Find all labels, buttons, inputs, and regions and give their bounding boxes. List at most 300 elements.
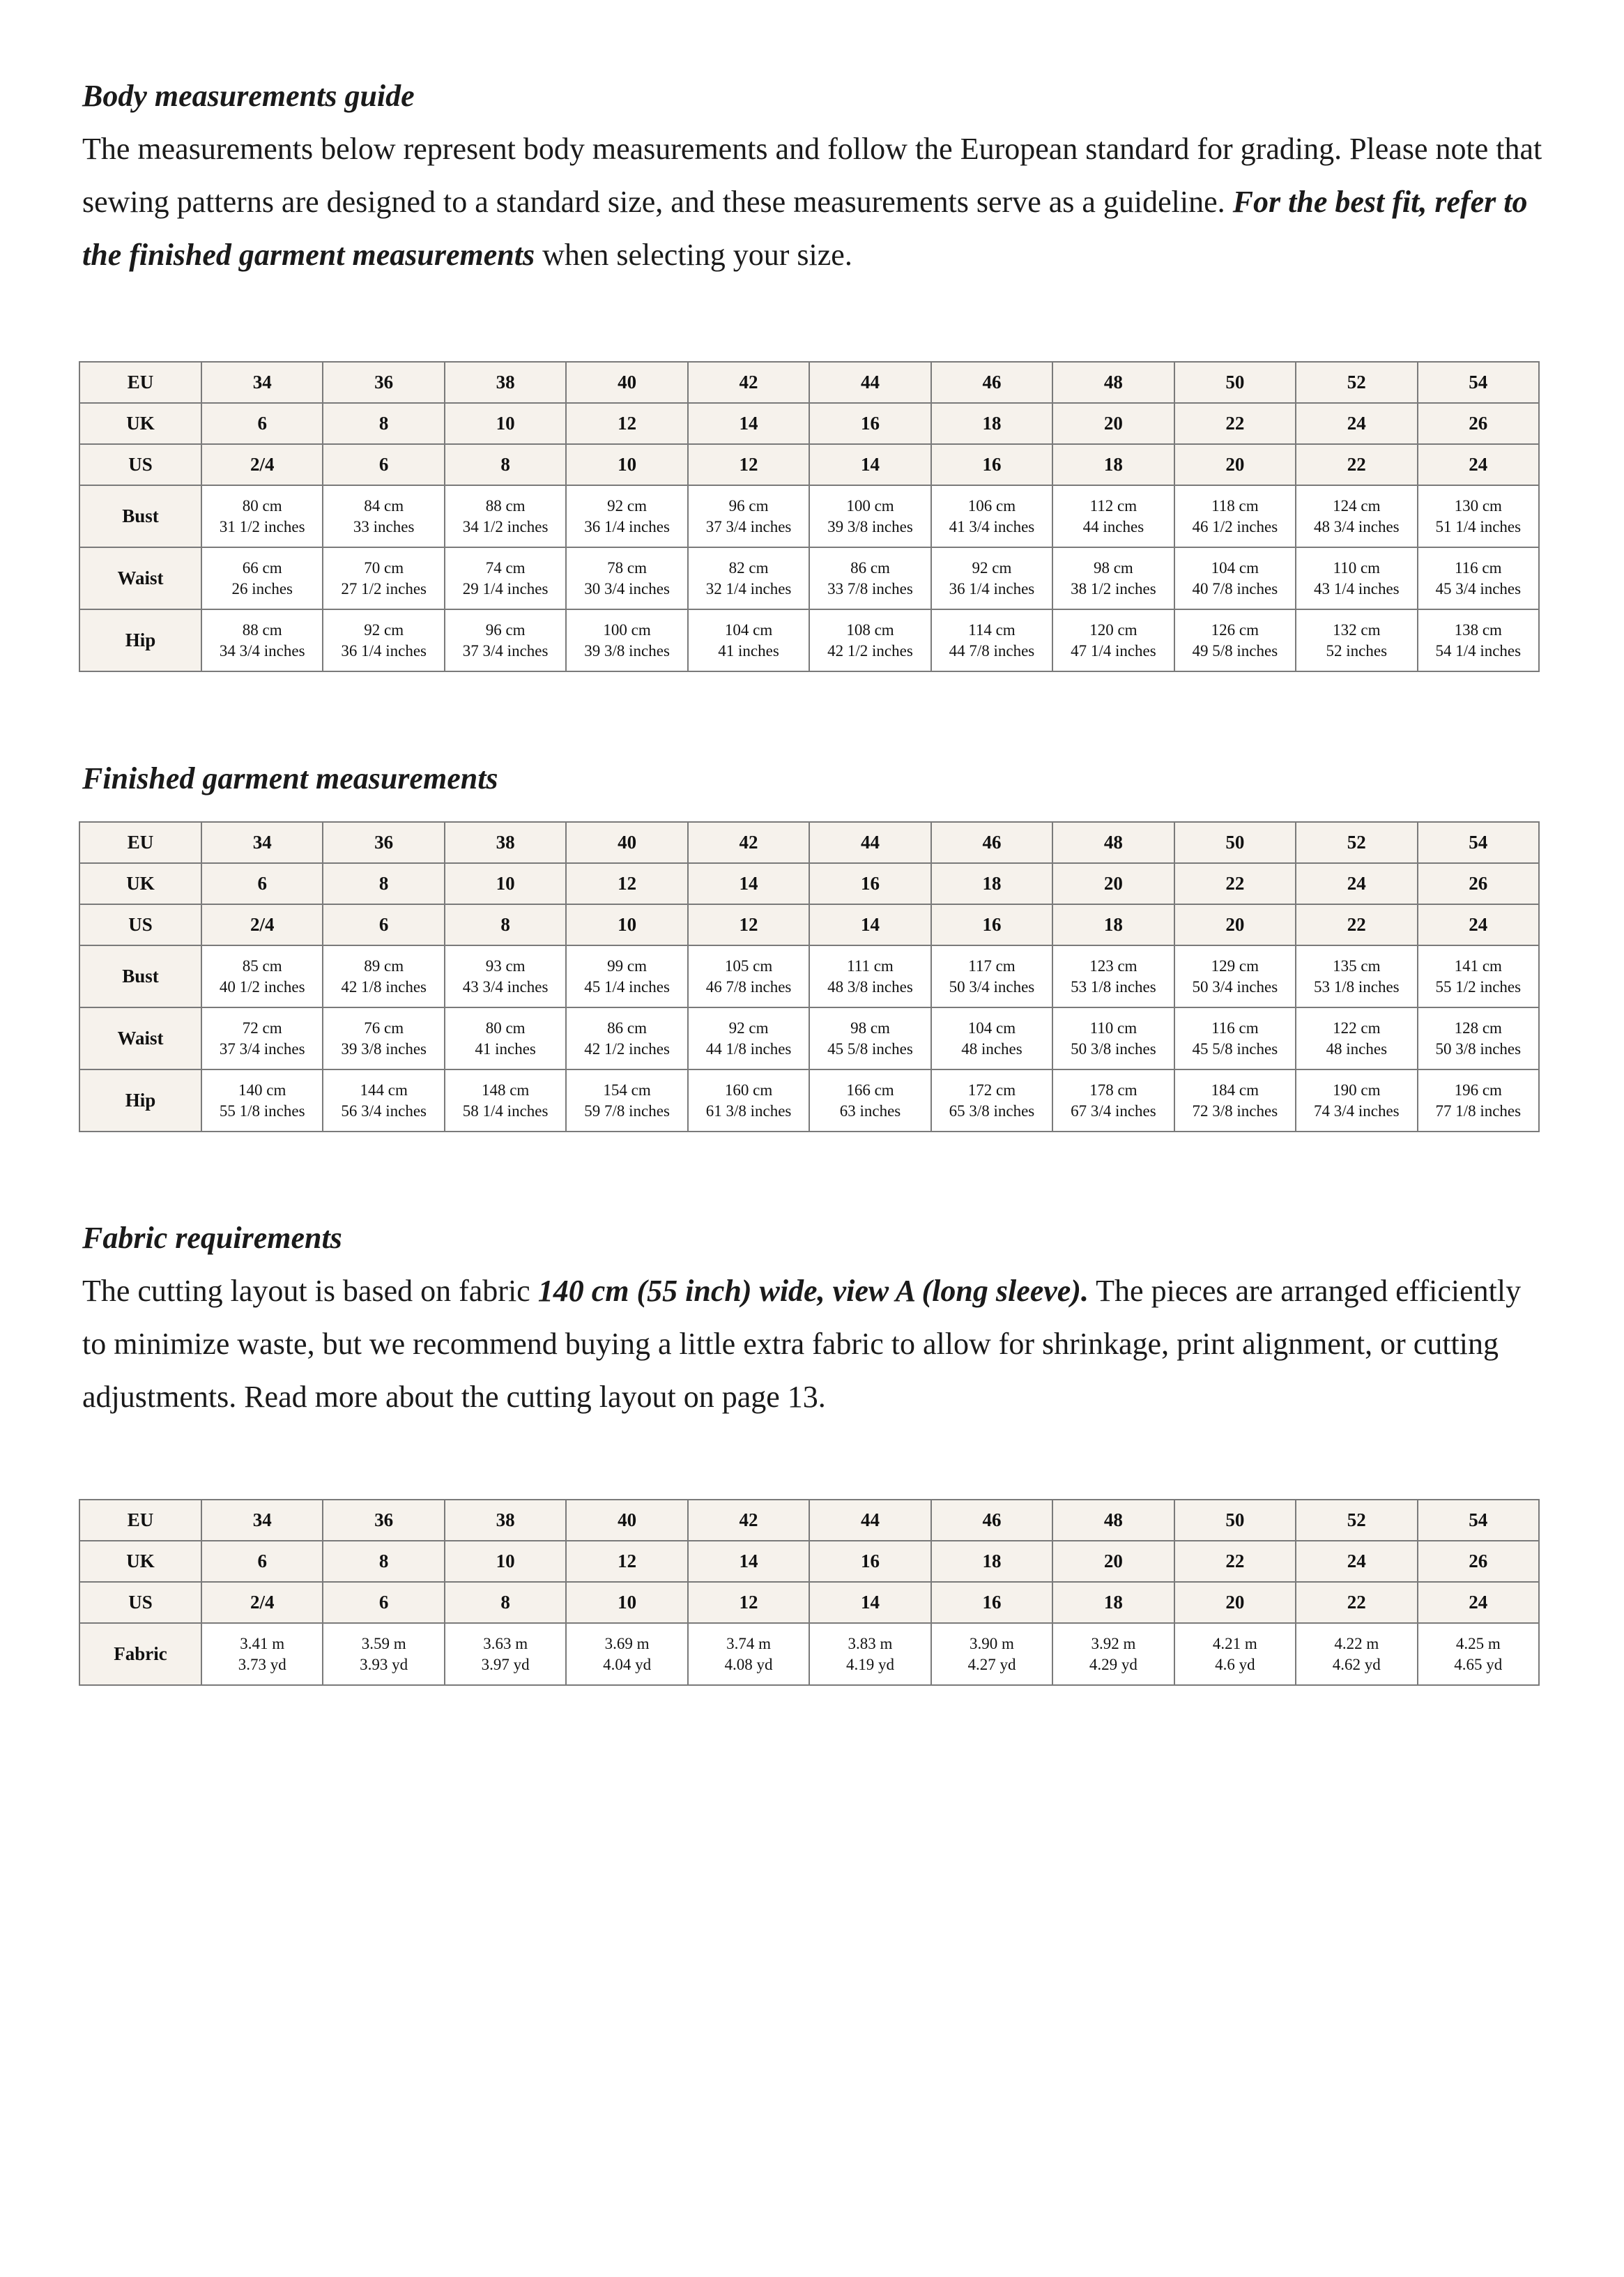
imperial-value: 39 3/8 inches — [341, 1040, 427, 1058]
measurement-cell — [809, 609, 930, 671]
measurement-cell — [1174, 1007, 1296, 1069]
imperial-value: 58 1/4 inches — [462, 1102, 549, 1120]
imperial-value: 43 3/4 inches — [462, 977, 549, 996]
size-value: 24 — [1296, 1541, 1417, 1582]
size-value: 14 — [809, 444, 930, 485]
imperial-value: 61 3/8 inches — [705, 1102, 792, 1120]
measurement-cell — [445, 485, 566, 547]
measurement-cell — [1174, 485, 1296, 547]
size-system-label: EU — [79, 362, 201, 403]
imperial-value: 39 3/8 inches — [827, 517, 913, 535]
size-value: 22 — [1296, 1582, 1417, 1623]
measurement-label: Waist — [79, 547, 201, 609]
size-row-eu — [79, 1500, 1539, 1541]
measurement-cell — [1418, 1069, 1539, 1132]
size-value: 38 — [445, 362, 566, 403]
imperial-value: 65 3/8 inches — [949, 1102, 1035, 1120]
imperial-value: 53 1/8 inches — [1071, 977, 1156, 996]
measurement-cell — [1296, 1069, 1417, 1132]
size-system-label: US — [79, 904, 201, 945]
size-value: 34 — [201, 1500, 323, 1541]
measurement-cell — [931, 1069, 1052, 1132]
imperial-value: 36 1/4 inches — [949, 579, 1035, 597]
imperial-value: 37 3/4 inches — [219, 1040, 305, 1058]
size-value: 2/4 — [201, 1582, 323, 1623]
size-value: 36 — [323, 1500, 444, 1541]
size-value: 6 — [201, 1541, 323, 1582]
size-value: 24 — [1296, 403, 1417, 444]
measurement-label: Bust — [79, 945, 201, 1007]
imperial-value: 4.6 yd — [1215, 1655, 1255, 1673]
size-value: 12 — [688, 444, 809, 485]
metric-value: 144 cm — [360, 1081, 408, 1099]
metric-value: 89 cm — [364, 957, 404, 975]
imperial-value: 34 1/2 inches — [462, 517, 549, 535]
metric-value: 130 cm — [1454, 496, 1502, 515]
measurement-cell — [809, 1069, 930, 1132]
imperial-value: 37 3/4 inches — [462, 641, 549, 660]
metric-value: 128 cm — [1454, 1019, 1502, 1037]
imperial-value: 26 inches — [231, 579, 293, 597]
imperial-value: 67 3/4 inches — [1071, 1102, 1156, 1120]
imperial-value: 41 3/4 inches — [949, 517, 1035, 535]
metric-value: 99 cm — [607, 957, 648, 975]
size-value: 6 — [323, 1582, 444, 1623]
imperial-value: 46 7/8 inches — [705, 977, 792, 996]
imperial-value: 42 1/2 inches — [584, 1040, 670, 1058]
body-guide-emphasis: For the best fit, refer to the finished garment measurements — [82, 185, 1528, 272]
size-value: 42 — [688, 362, 809, 403]
metric-value: 110 cm — [1089, 1019, 1137, 1037]
imperial-value: 56 3/4 inches — [341, 1102, 427, 1120]
metric-value: 3.74 m — [726, 1634, 771, 1652]
imperial-value: 59 7/8 inches — [584, 1102, 670, 1120]
imperial-value: 4.04 yd — [603, 1655, 652, 1673]
measurement-cell — [201, 485, 323, 547]
metric-value: 140 cm — [238, 1081, 286, 1099]
imperial-value: 77 1/8 inches — [1435, 1102, 1522, 1120]
imperial-value: 40 1/2 inches — [219, 977, 305, 996]
measurement-cell — [688, 547, 809, 609]
metric-value: 172 cm — [967, 1081, 1016, 1099]
metric-value: 112 cm — [1089, 496, 1137, 515]
size-system-label: UK — [79, 1541, 201, 1582]
size-value: 24 — [1296, 863, 1417, 904]
size-value: 36 — [323, 362, 444, 403]
imperial-value: 33 inches — [353, 517, 415, 535]
size-value: 16 — [931, 444, 1052, 485]
measurement-cell — [201, 1069, 323, 1132]
size-value: 16 — [931, 1582, 1052, 1623]
measurement-cell — [809, 547, 930, 609]
imperial-value: 3.97 yd — [481, 1655, 530, 1673]
size-value: 20 — [1052, 1541, 1174, 1582]
measurement-cell — [323, 485, 444, 547]
size-value: 10 — [566, 904, 687, 945]
metric-value: 116 cm — [1455, 558, 1502, 577]
metric-value: 82 cm — [728, 558, 769, 577]
metric-value: 98 cm — [1093, 558, 1133, 577]
measurement-label: Hip — [79, 609, 201, 671]
measurement-row-waist — [79, 547, 1539, 609]
body-guide-section — [82, 74, 1542, 282]
metric-value: 66 cm — [242, 558, 282, 577]
size-value: 22 — [1174, 403, 1296, 444]
size-row-uk — [79, 403, 1539, 444]
metric-value: 166 cm — [846, 1081, 894, 1099]
imperial-value: 50 3/8 inches — [1071, 1040, 1156, 1058]
metric-value: 148 cm — [481, 1081, 530, 1099]
size-value: 8 — [445, 904, 566, 945]
measurement-cell — [323, 945, 444, 1007]
fabric-text-end: The pieces are arranged efficiently to minimize waste, but we recommend buying a little extra fabric to allow for shrinkage, print alignment, or cutting adjustments. Read more about the cutting layout on page 13. — [82, 1274, 1522, 1414]
size-value: 18 — [931, 1541, 1052, 1582]
metric-value: 93 cm — [485, 957, 526, 975]
metric-value: 100 cm — [603, 620, 651, 639]
size-value: 22 — [1174, 1541, 1296, 1582]
size-value: 12 — [566, 1541, 687, 1582]
body-measurements-table — [79, 361, 1540, 672]
size-system-label: EU — [79, 822, 201, 863]
measurement-cell — [1296, 609, 1417, 671]
measurement-cell — [809, 485, 930, 547]
imperial-value: 51 1/4 inches — [1435, 517, 1522, 535]
measurement-cell — [201, 1623, 323, 1685]
measurement-cell — [688, 1623, 809, 1685]
measurement-cell — [931, 1007, 1052, 1069]
measurement-cell — [445, 1623, 566, 1685]
measurement-cell — [688, 945, 809, 1007]
size-value: 26 — [1418, 1541, 1539, 1582]
body-guide-heading: Body measurements guide — [82, 79, 415, 113]
size-value: 34 — [201, 822, 323, 863]
measurement-cell — [323, 547, 444, 609]
measurement-cell — [201, 1007, 323, 1069]
metric-value: 4.21 m — [1212, 1634, 1257, 1652]
imperial-value: 48 inches — [1326, 1040, 1388, 1058]
imperial-value: 3.93 yd — [360, 1655, 408, 1673]
measurement-cell — [1296, 1623, 1417, 1685]
size-value: 20 — [1174, 444, 1296, 485]
metric-value: 78 cm — [607, 558, 648, 577]
size-value: 14 — [809, 1582, 930, 1623]
size-value: 20 — [1174, 904, 1296, 945]
metric-value: 111 cm — [847, 957, 894, 975]
metric-value: 138 cm — [1454, 620, 1502, 639]
size-value: 24 — [1418, 444, 1539, 485]
size-value: 2/4 — [201, 444, 323, 485]
imperial-value: 50 3/8 inches — [1435, 1040, 1522, 1058]
size-value: 18 — [931, 403, 1052, 444]
measurement-cell — [688, 1007, 809, 1069]
size-value: 52 — [1296, 362, 1417, 403]
size-value: 16 — [809, 403, 930, 444]
metric-value: 106 cm — [967, 496, 1016, 515]
size-system-label: EU — [79, 1500, 201, 1541]
size-value: 44 — [809, 1500, 930, 1541]
metric-value: 104 cm — [1211, 558, 1259, 577]
metric-value: 86 cm — [850, 558, 890, 577]
metric-value: 123 cm — [1089, 957, 1137, 975]
measurement-cell — [566, 1007, 687, 1069]
imperial-value: 47 1/4 inches — [1071, 641, 1156, 660]
metric-value: 104 cm — [724, 620, 773, 639]
measurement-cell — [323, 1623, 444, 1685]
measurement-cell — [931, 1623, 1052, 1685]
size-row-eu — [79, 822, 1539, 863]
size-value: 8 — [445, 444, 566, 485]
measurement-cell — [1296, 485, 1417, 547]
finished-heading: Finished garment measurements — [82, 761, 498, 795]
fabric-intro — [82, 1265, 1542, 1424]
fabric-heading: Fabric requirements — [82, 1221, 342, 1255]
measurement-cell — [1174, 547, 1296, 609]
metric-value: 4.25 m — [1455, 1634, 1501, 1652]
metric-value: 196 cm — [1454, 1081, 1502, 1099]
size-value: 48 — [1052, 1500, 1174, 1541]
metric-value: 122 cm — [1333, 1019, 1381, 1037]
size-value: 54 — [1418, 362, 1539, 403]
measurement-cell — [1418, 485, 1539, 547]
size-value: 52 — [1296, 1500, 1417, 1541]
size-value: 26 — [1418, 403, 1539, 444]
measurement-cell — [201, 945, 323, 1007]
size-row-uk — [79, 863, 1539, 904]
size-value: 14 — [688, 403, 809, 444]
metric-value: 85 cm — [242, 957, 282, 975]
metric-value: 76 cm — [364, 1019, 404, 1037]
size-value: 22 — [1296, 904, 1417, 945]
body-guide-text: The measurements below represent body measurements and follow the European standard for grading. Please note that sewing patterns are designed to a standard size, and these measurements serve as a guideline. — [82, 132, 1542, 219]
metric-value: 108 cm — [846, 620, 894, 639]
imperial-value: 45 5/8 inches — [827, 1040, 913, 1058]
size-value: 40 — [566, 1500, 687, 1541]
metric-value: 80 cm — [242, 496, 282, 515]
size-value: 8 — [323, 403, 444, 444]
metric-value: 3.92 m — [1091, 1634, 1136, 1652]
size-value: 44 — [809, 822, 930, 863]
measurement-cell — [1296, 945, 1417, 1007]
size-value: 34 — [201, 362, 323, 403]
finished-measurements-table — [79, 821, 1540, 1132]
size-value: 48 — [1052, 362, 1174, 403]
body-guide-text-end: when selecting your size. — [535, 238, 852, 272]
measurement-cell — [323, 1069, 444, 1132]
imperial-value: 48 inches — [961, 1040, 1022, 1058]
size-value: 52 — [1296, 822, 1417, 863]
size-value: 14 — [688, 863, 809, 904]
metric-value: 70 cm — [364, 558, 404, 577]
size-value: 10 — [445, 1541, 566, 1582]
metric-value: 88 cm — [242, 620, 282, 639]
metric-value: 3.69 m — [604, 1634, 650, 1652]
measurement-cell — [566, 547, 687, 609]
measurement-cell — [445, 547, 566, 609]
measurement-cell — [1418, 609, 1539, 671]
measurement-cell — [1052, 1007, 1174, 1069]
measurement-label: Waist — [79, 1007, 201, 1069]
imperial-value: 44 1/8 inches — [705, 1040, 792, 1058]
size-value: 42 — [688, 822, 809, 863]
measurement-row-bust — [79, 485, 1539, 547]
metric-value: 116 cm — [1211, 1019, 1259, 1037]
size-value: 10 — [445, 863, 566, 904]
metric-value: 3.59 m — [361, 1634, 406, 1652]
imperial-value: 48 3/8 inches — [827, 977, 913, 996]
size-value: 16 — [809, 1541, 930, 1582]
imperial-value: 52 inches — [1326, 641, 1388, 660]
metric-value: 72 cm — [242, 1019, 282, 1037]
imperial-value: 45 5/8 inches — [1192, 1040, 1278, 1058]
size-value: 20 — [1174, 1582, 1296, 1623]
metric-value: 96 cm — [485, 620, 526, 639]
measurement-cell — [931, 609, 1052, 671]
measurement-cell — [201, 547, 323, 609]
metric-value: 84 cm — [364, 496, 404, 515]
imperial-value: 33 7/8 inches — [827, 579, 913, 597]
size-value: 40 — [566, 362, 687, 403]
measurement-cell — [1052, 547, 1174, 609]
imperial-value: 41 inches — [718, 641, 779, 660]
measurement-row-bust — [79, 945, 1539, 1007]
size-value: 38 — [445, 1500, 566, 1541]
measurement-cell — [931, 945, 1052, 1007]
imperial-value: 34 3/4 inches — [219, 641, 305, 660]
measurement-label: Fabric — [79, 1623, 201, 1685]
measurement-cell — [566, 485, 687, 547]
size-system-label: US — [79, 1582, 201, 1623]
measurement-cell — [1052, 945, 1174, 1007]
measurement-cell — [1174, 1623, 1296, 1685]
size-value: 26 — [1418, 863, 1539, 904]
imperial-value: 32 1/4 inches — [705, 579, 792, 597]
imperial-value: 44 inches — [1082, 517, 1144, 535]
fabric-text: The cutting layout is based on fabric — [82, 1274, 538, 1308]
metric-value: 154 cm — [603, 1081, 651, 1099]
measurement-cell — [1052, 609, 1174, 671]
size-value: 12 — [688, 904, 809, 945]
size-row-uk — [79, 1541, 1539, 1582]
size-value: 10 — [566, 444, 687, 485]
metric-value: 98 cm — [850, 1019, 890, 1037]
metric-value: 132 cm — [1333, 620, 1381, 639]
measurement-cell — [445, 609, 566, 671]
metric-value: 86 cm — [607, 1019, 648, 1037]
measurement-cell — [809, 945, 930, 1007]
size-value: 18 — [1052, 444, 1174, 485]
metric-value: 104 cm — [967, 1019, 1016, 1037]
metric-value: 160 cm — [724, 1081, 773, 1099]
measurement-cell — [323, 1007, 444, 1069]
metric-value: 96 cm — [728, 496, 769, 515]
imperial-value: 72 3/8 inches — [1192, 1102, 1278, 1120]
size-value: 22 — [1296, 444, 1417, 485]
size-value: 18 — [1052, 1582, 1174, 1623]
size-value: 46 — [931, 1500, 1052, 1541]
metric-value: 126 cm — [1211, 620, 1259, 639]
measurement-cell — [809, 1623, 930, 1685]
measurement-cell — [445, 945, 566, 1007]
measurement-row-fabric — [79, 1623, 1539, 1685]
size-value: 12 — [566, 403, 687, 444]
size-value: 8 — [323, 863, 444, 904]
size-value: 14 — [809, 904, 930, 945]
imperial-value: 36 1/4 inches — [341, 641, 427, 660]
size-value: 20 — [1052, 863, 1174, 904]
imperial-value: 31 1/2 inches — [219, 517, 305, 535]
metric-value: 4.22 m — [1334, 1634, 1379, 1652]
size-value: 8 — [323, 1541, 444, 1582]
imperial-value: 42 1/8 inches — [341, 977, 427, 996]
measurement-cell — [688, 1069, 809, 1132]
imperial-value: 48 3/4 inches — [1313, 517, 1400, 535]
size-value: 40 — [566, 822, 687, 863]
metric-value: 92 cm — [607, 496, 648, 515]
size-value: 50 — [1174, 822, 1296, 863]
size-row-us — [79, 1582, 1539, 1623]
size-value: 36 — [323, 822, 444, 863]
metric-value: 120 cm — [1089, 620, 1137, 639]
metric-value: 3.41 m — [240, 1634, 285, 1652]
size-value: 22 — [1174, 863, 1296, 904]
size-system-label: US — [79, 444, 201, 485]
measurement-cell — [1052, 1069, 1174, 1132]
measurement-cell — [1174, 1069, 1296, 1132]
size-value: 12 — [566, 863, 687, 904]
size-value: 46 — [931, 362, 1052, 403]
measurement-cell — [566, 609, 687, 671]
size-value: 54 — [1418, 1500, 1539, 1541]
metric-value: 129 cm — [1211, 957, 1259, 975]
imperial-value: 4.62 yd — [1332, 1655, 1381, 1673]
imperial-value: 45 3/4 inches — [1435, 579, 1522, 597]
measurement-row-hip — [79, 1069, 1539, 1132]
size-value: 8 — [445, 1582, 566, 1623]
imperial-value: 43 1/4 inches — [1313, 579, 1400, 597]
imperial-value: 4.65 yd — [1454, 1655, 1503, 1673]
size-system-label: UK — [79, 403, 201, 444]
size-value: 18 — [931, 863, 1052, 904]
measurement-cell — [1418, 547, 1539, 609]
metric-value: 88 cm — [485, 496, 526, 515]
size-value: 16 — [809, 863, 930, 904]
metric-value: 114 cm — [968, 620, 1016, 639]
size-value: 20 — [1052, 403, 1174, 444]
imperial-value: 3.73 yd — [238, 1655, 286, 1673]
imperial-value: 50 3/4 inches — [1192, 977, 1278, 996]
imperial-value: 4.29 yd — [1089, 1655, 1137, 1673]
imperial-value: 42 1/2 inches — [827, 641, 913, 660]
imperial-value: 40 7/8 inches — [1192, 579, 1278, 597]
metric-value: 3.63 m — [483, 1634, 528, 1652]
measurement-cell — [1418, 1623, 1539, 1685]
size-value: 18 — [1052, 904, 1174, 945]
size-value: 54 — [1418, 822, 1539, 863]
measurement-row-waist — [79, 1007, 1539, 1069]
measurement-cell — [931, 547, 1052, 609]
fabric-requirements-table — [79, 1499, 1540, 1686]
size-value: 6 — [323, 904, 444, 945]
size-value: 50 — [1174, 362, 1296, 403]
imperial-value: 4.19 yd — [845, 1655, 894, 1673]
measurement-cell — [323, 609, 444, 671]
measurement-cell — [566, 1069, 687, 1132]
metric-value: 190 cm — [1333, 1081, 1381, 1099]
imperial-value: 54 1/4 inches — [1435, 641, 1522, 660]
metric-value: 184 cm — [1211, 1081, 1259, 1099]
imperial-value: 74 3/4 inches — [1313, 1102, 1400, 1120]
size-value: 46 — [931, 822, 1052, 863]
